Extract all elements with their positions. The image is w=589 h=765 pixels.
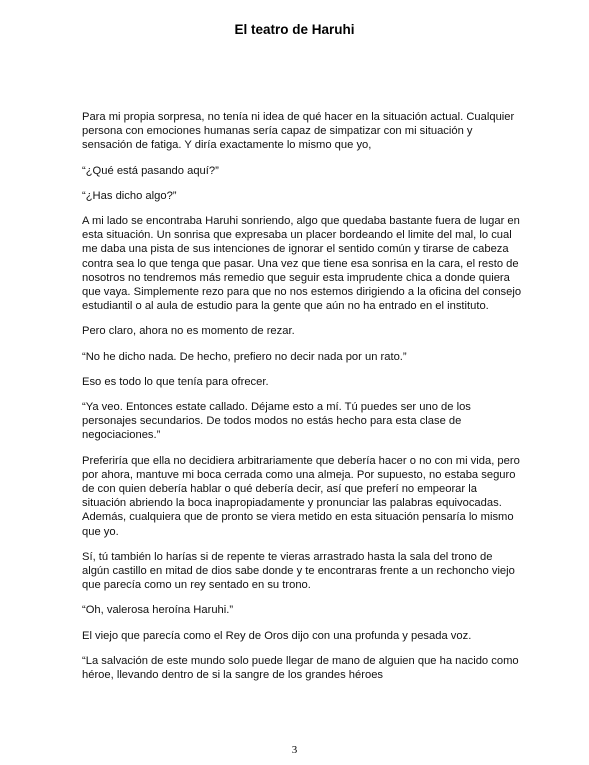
page-number: 3: [291, 744, 298, 756]
paragraph: “Ya veo. Entonces estate callado. Déjame esto a mí. Tú puedes ser uno de los personajes secundarios. De todos modos no estás hecho para esta clase de negociaciones.”: [82, 401, 471, 442]
paragraph: Sí, tú también lo harías si de repente te vieras arrastrado hasta la sala del trono de algún castillo en mitad de dios sabe donde y te encontraras frente a un rechoncho viejo que parecía como un rey sentado en su trono.: [82, 550, 515, 592]
paragraph: “No he dicho nada. De hecho, prefiero no decir nada por un rato.”: [82, 350, 407, 363]
paragraph: “¿Qué está pasando aquí?”: [82, 164, 219, 177]
document-body: [82, 110, 522, 693]
paragraph: “La salvación de este mundo solo puede llegar de mano de alguien que ha nacido como héroe, llevando dentro de si la sangre de los grandes héroes: [82, 654, 519, 682]
paragraph: Eso es todo lo que tenía para ofrecer.: [82, 375, 269, 388]
document-title: El teatro de Haruhi: [234, 22, 355, 37]
paragraph: Pero claro, ahora no es momento de rezar.: [82, 325, 295, 338]
paragraph: El viejo que parecía como el Rey de Oros dijo con una profunda y pesada voz.: [82, 629, 472, 642]
paragraph: A mi lado se encontraba Haruhi sonriendo, algo que quedaba bastante fuera de lugar en esta situación. Un sonrisa que expresaba un placer bordeando el limite del mal, lo cual me daba una pista de sus intenciones de ignorar el sentido común y tirarse de cabeza contra sea lo que tenga que pasar. Una vez que tiene esa sonrisa en la cara, el resto de nosotros no tendremos más remedio que seguir esta imprudente chica a donde quiera que vaya. Simplemente rezo para que no nos estemos dirigiendo a la oficina del consejo estudiantil o al aula de estudio para la gente que aún no ha entrado en el instituto.: [82, 215, 522, 313]
paragraph: “Oh, valerosa heroína Haruhi.”: [82, 604, 234, 617]
paragraph: Preferiría que ella no decidiera arbitrariamente que debería hacer o no con mi vida, pero por ahora, mantuve mi boca cerrada como una almeja. Por supuesto, no estaba seguro de con quien debería hablar o qué debería decir, así que preferí no empeorar la situación abriendo la boca inapropiadamente y pronunciar las palabras equivocadas. Además, cualquiera que de pronto se viera metido en esta situación pensaría lo mismo que yo.: [82, 454, 520, 538]
paragraph: Para mi propia sorpresa, no tenía ni idea de qué hacer en la situación actual. Cualquier persona con emociones humanas sería capaz de simpatizar con mi situación y sensación de fatiga. Y diría exactamente lo mismo que yo,: [82, 111, 515, 152]
paragraph: “¿Has dicho algo?”: [82, 189, 177, 202]
